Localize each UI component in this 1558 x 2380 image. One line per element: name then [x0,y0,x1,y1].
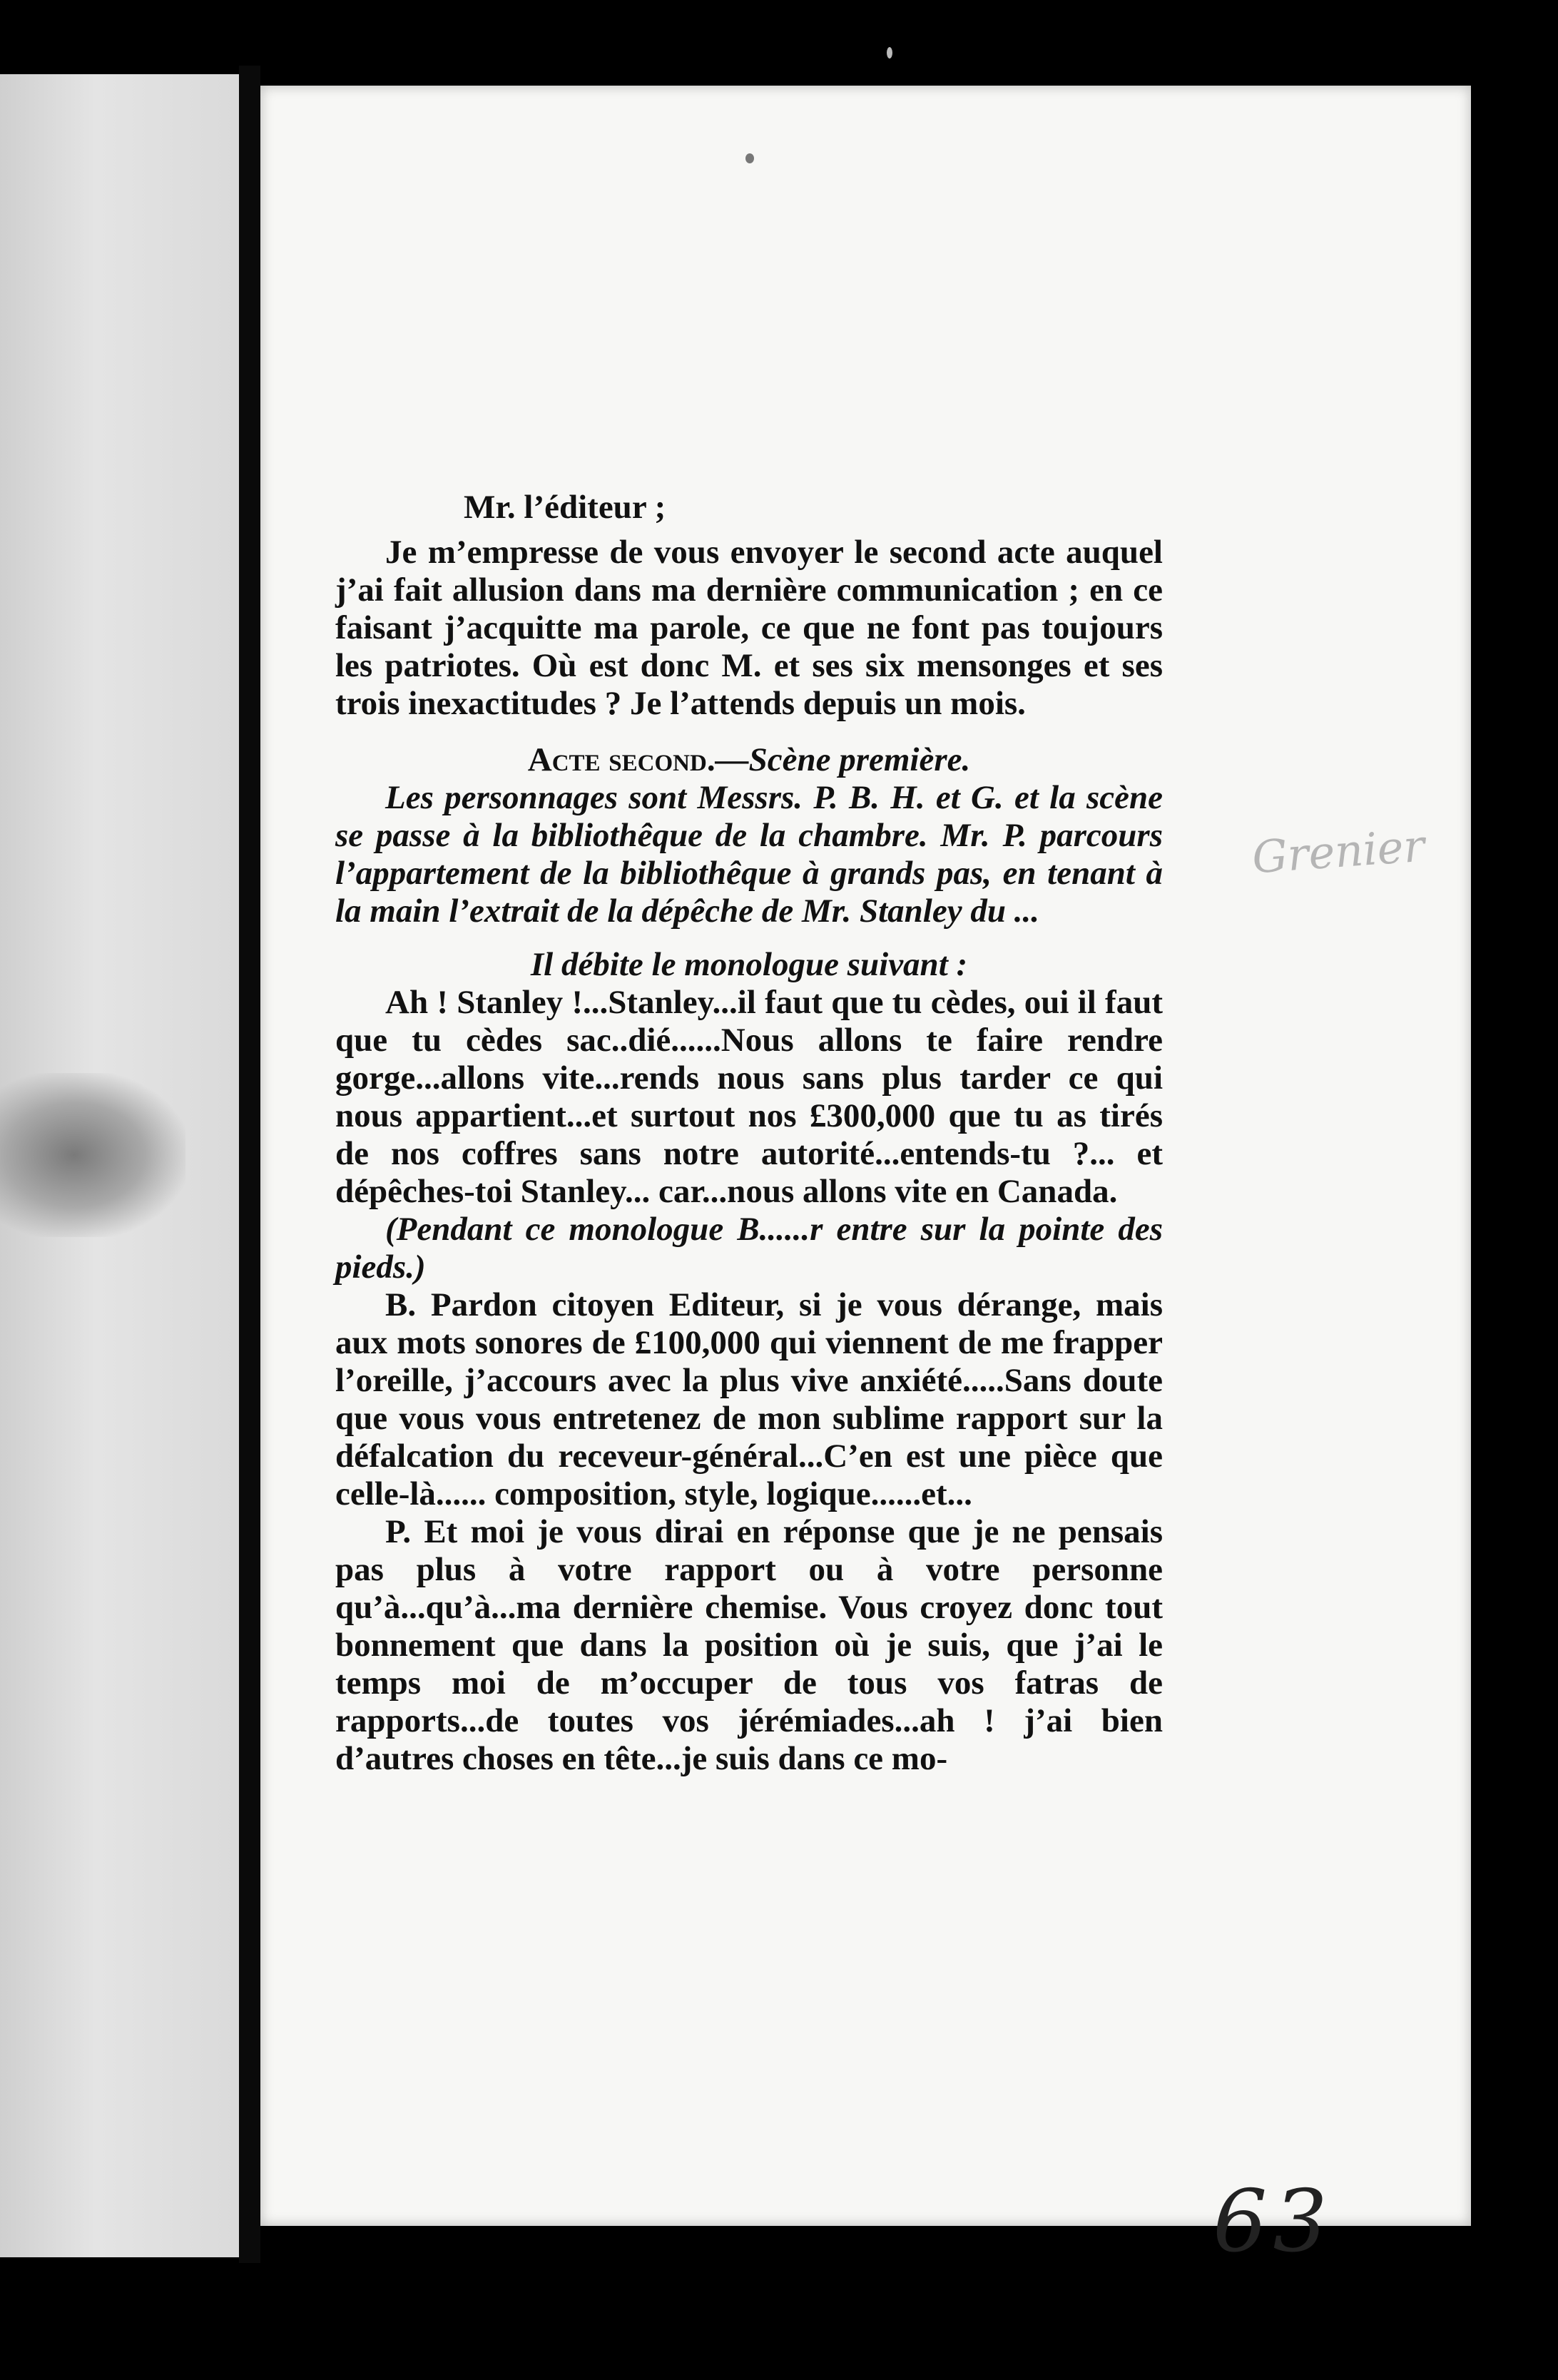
stage-direction: Les personnages sont Messrs. P. B. H. et G. et la scène se passe à la bibliothêque de la chambre. Mr. P. parcours l’appartement de la bibliothêque à grands pas, en tenant à la main l’extrait de la dépêche de Mr. Stanley du ... [335,779,1163,930]
paragraph: Je m’empresse de vous envoyer le second acte auquel j’ai fait allusion dans ma dernière communication ; en ce faisant j’acquitte ma parole, ce que ne font pas toujours les patriotes. Où est donc M. et ses six mensonges et ses trois inexactitudes ? Je l’attends depuis un mois. [335,534,1163,722]
speck [745,153,754,163]
paper-stain [0,1073,185,1237]
greeting: Mr. l’éditeur ; [464,489,666,526]
act-heading-caps: Acte second. [527,741,716,778]
handwritten-page-number: 63 [1213,2172,1333,2272]
monologue-intro: Il débite le monologue suivant : [530,946,968,983]
gutter [239,66,260,2263]
speck [887,47,892,59]
stage-direction-2: (Pendant ce monologue B......r entre sur la pointe des pieds.) [335,1211,1163,1286]
facing-page-edge [0,74,239,2257]
handwritten-margin-note: Grenier [1250,819,1427,884]
act-heading-scene: —Scène première. [715,741,971,778]
body-text [335,489,1163,1778]
monologue: Ah ! Stanley !...Stanley...il faut que tu cèdes, oui il faut que tu cèdes sac..dié......Nous allons te faire rendre gorge...allons vite...rends nous sans plus tarder ce qui nous appartient...et surtout nos £300,000 que tu as tirés de nos coffres sans notre autorité...entends-tu ?... et dépêches-toi Stanley... car...nous allons vite en Canada. [335,984,1163,1210]
speech-p: P. Et moi je vous dirai en réponse que je ne pensais pas plus à votre rapport ou à votre personne qu’à...qu’à...ma dernière chemise. Vous croyez donc tout bonnement que dans la position où je suis, que j’ai le temps moi de m’occuper de tous vos fatras de rapports...de toutes vos jérémiades...ah ! j’ai bien d’autres choses en tête...je suis dans ce mo- [335,1513,1163,1777]
speech-b: B. Pardon citoyen Editeur, si je vous dérange, mais aux mots sonores de £100,000 qui viennent de me frapper l’oreille, j’accours avec la plus vive anxiété.....Sans doute que vous vous entretenez de mon sublime rapport sur la défalcation du receveur-général...C’en est une pièce que celle-là...... composition, style, logique......et... [335,1286,1163,1512]
act-heading [335,741,1163,779]
